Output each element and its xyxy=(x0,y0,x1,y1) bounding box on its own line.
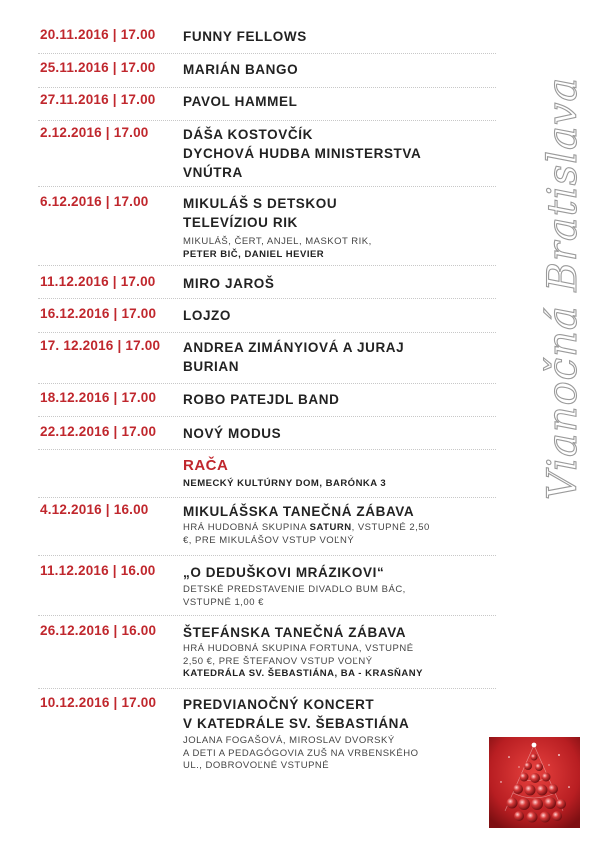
divider xyxy=(38,615,496,616)
divider xyxy=(38,298,496,299)
event-title: LOJZO xyxy=(183,308,232,323)
event-date: 2.12.2016 | 17.00 xyxy=(40,125,149,140)
divider xyxy=(38,688,496,689)
event-title: DÁŠA KOSTOVČÍK DYCHOVÁ HUDBA MINISTERSTVA VNÚTRA xyxy=(183,127,422,180)
event-details: JOLANA FOGAŠOVÁ, MIROSLAV DVORSKÝ A DETI A PEDAGÓGOVIA ZUŠ NA VRBENSKÉHO UL., DOBROVOĽNÉ VSTUPNÉ xyxy=(183,735,419,771)
event-details: HRÁ HUDOBNÁ SKUPINA FORTUNA, VSTUPNÉ 2,50 €, PRE ŠTEFANOV VSTUP VOĽNÝ KATEDRÁLA SV. ŠEBASTIÁNA, BA - KRASŇANY xyxy=(183,643,423,679)
event-title: FUNNY FELLOWS xyxy=(183,29,307,44)
event-date: 4.12.2016 | 16.00 xyxy=(40,502,149,517)
event-date: 22.12.2016 | 17.00 xyxy=(40,424,157,439)
divider xyxy=(38,265,496,266)
event-title: ROBO PATEJDL BAND xyxy=(183,392,340,407)
event-title: MIKULÁŠSKA TANEČNÁ ZÁBAVA xyxy=(183,504,415,519)
event-details: HRÁ HUDOBNÁ SKUPINA SATURN, VSTUPNÉ 2,50 €, PRE MIKULÁŠOV VSTUP VOĽNÝ xyxy=(183,522,430,546)
event-details: MIKULÁŠ, ČERT, ANJEL, MASKOT RIK, PETER BIČ, DANIEL HEVIER xyxy=(183,236,372,260)
event-date: 10.12.2016 | 17.00 xyxy=(40,695,157,710)
vertical-title: Vianočná Bratislava xyxy=(540,76,586,500)
event-date: 18.12.2016 | 17.00 xyxy=(40,390,157,405)
christmas-tree-icon xyxy=(489,737,580,828)
christmas-tree-image xyxy=(489,737,580,828)
divider xyxy=(38,332,496,333)
divider xyxy=(38,186,496,187)
event-date: 17. 12.2016 | 17.00 xyxy=(40,338,161,353)
event-date: 25.11.2016 | 17.00 xyxy=(40,60,156,75)
divider xyxy=(38,53,496,54)
event-date: 11.12.2016 | 16.00 xyxy=(40,563,156,578)
event-date: 11.12.2016 | 17.00 xyxy=(40,274,156,289)
event-date: 27.11.2016 | 17.00 xyxy=(40,92,156,107)
divider xyxy=(38,555,496,556)
divider xyxy=(38,497,496,498)
event-title: „O DEDUŠKOVI MRÁZIKOVI“ xyxy=(183,565,385,580)
event-date: 26.12.2016 | 16.00 xyxy=(40,623,157,638)
section-subtitle: NEMECKÝ KULTÚRNY DOM, BARÓNKA 3 xyxy=(183,478,387,489)
event-title: MIRO JAROŠ xyxy=(183,276,275,291)
section-title: RAČA xyxy=(183,457,229,474)
event-date: 6.12.2016 | 17.00 xyxy=(40,194,149,209)
event-details: DETSKÉ PREDSTAVENIE DIVADLO BUM BÁC, VSTUPNÉ 1,00 € xyxy=(183,584,406,608)
event-title: PREDVIANOČNÝ KONCERT V KATEDRÁLE SV. ŠEBASTIÁNA xyxy=(183,697,410,731)
event-date: 20.11.2016 | 17.00 xyxy=(40,27,156,42)
divider xyxy=(38,87,496,88)
event-title: MIKULÁŠ S DETSKOU TELEVÍZIOU RIK xyxy=(183,196,338,230)
event-title: ANDREA ZIMÁNYIOVÁ A JURAJ BURIAN xyxy=(183,340,405,374)
divider xyxy=(38,120,496,121)
divider xyxy=(38,416,496,417)
event-title: PAVOL HAMMEL xyxy=(183,94,298,109)
divider xyxy=(38,449,496,450)
event-date: 16.12.2016 | 17.00 xyxy=(40,306,157,321)
event-title: ŠTEFÁNSKA TANEČNÁ ZÁBAVA xyxy=(183,625,407,640)
divider xyxy=(38,383,496,384)
event-title: NOVÝ MODUS xyxy=(183,426,282,441)
event-title: MARIÁN BANGO xyxy=(183,62,299,77)
